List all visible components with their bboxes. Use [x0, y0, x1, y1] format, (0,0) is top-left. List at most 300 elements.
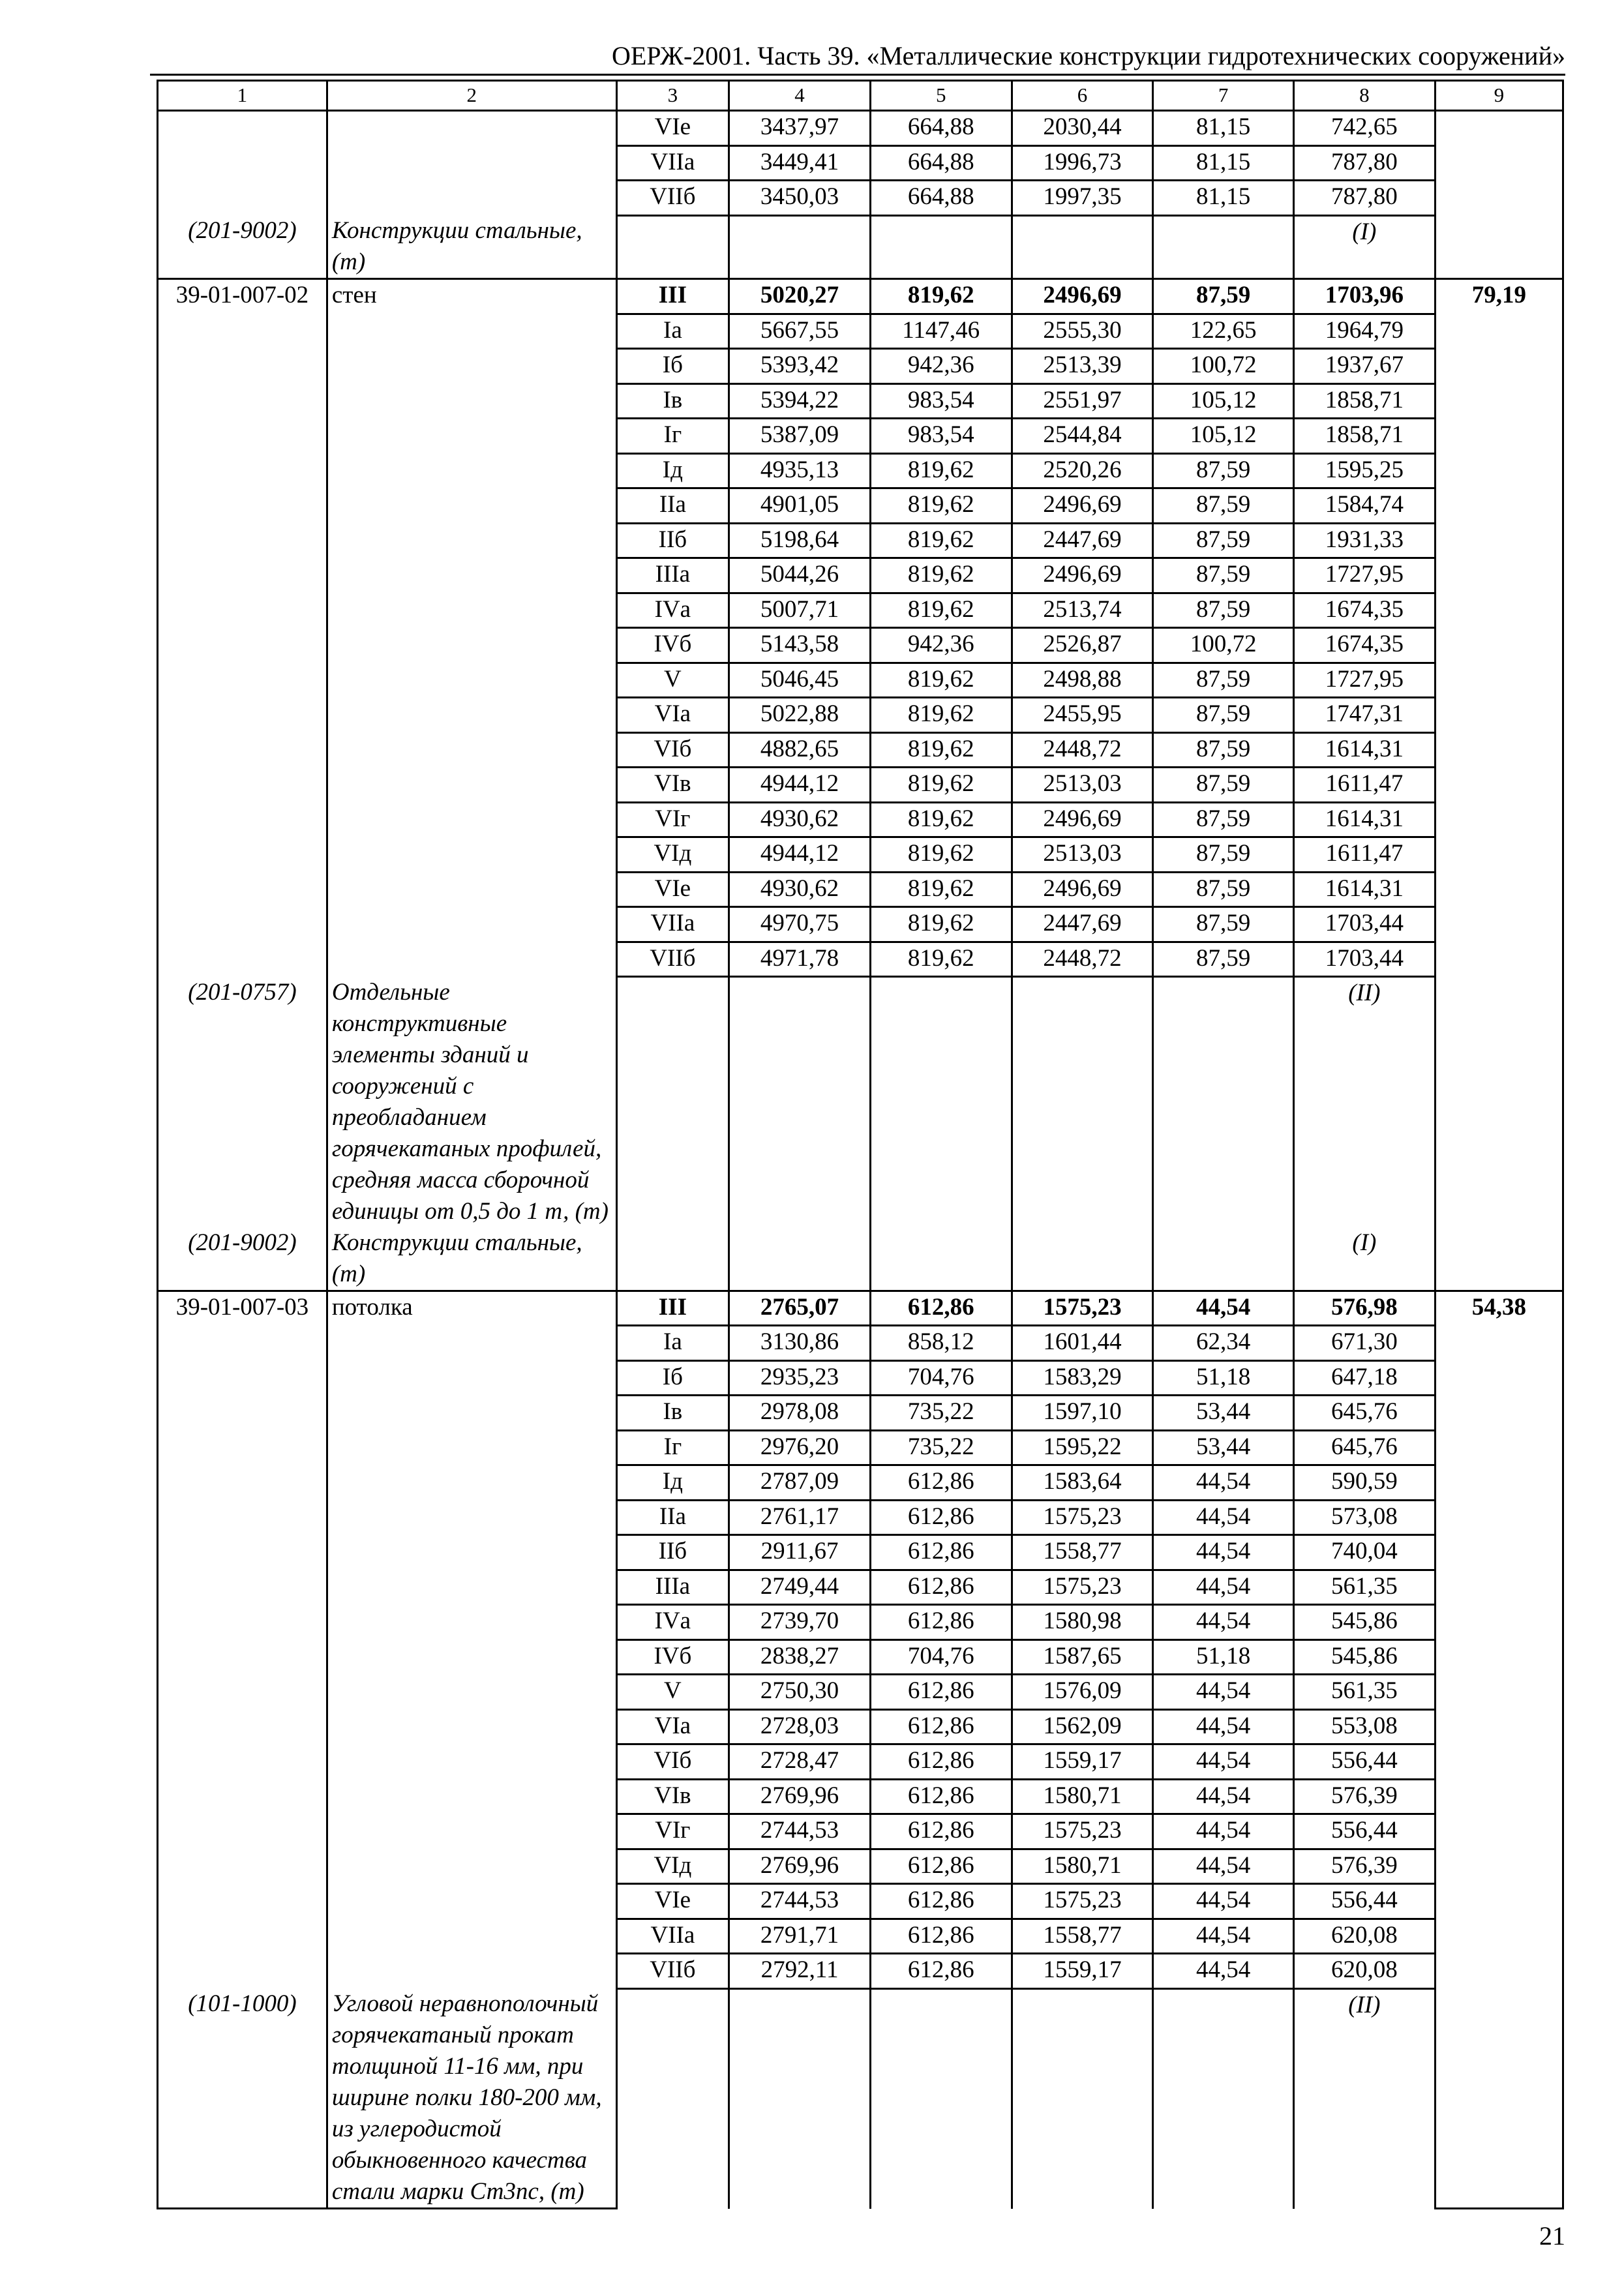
empty-cell	[1012, 1227, 1153, 1291]
materials-cell: 561,35	[1294, 1675, 1436, 1710]
rate-code: 39-01-007-03	[158, 1291, 327, 1326]
direct-costs-cell: 3130,86	[729, 1326, 871, 1361]
wages-cell: 664,88	[870, 145, 1012, 181]
labor-cost-cell	[1435, 1396, 1563, 1431]
labor-cost-cell	[1435, 1919, 1563, 1954]
direct-costs-cell: 2792,11	[729, 1954, 871, 1989]
wages-cell: 819,62	[870, 663, 1012, 698]
resource-note-row	[158, 977, 1563, 1227]
machines-cell: 1559,17	[1012, 1744, 1153, 1780]
machinist-wages-cell: 44,54	[1153, 1744, 1294, 1780]
wages-cell: 612,86	[870, 1500, 1012, 1535]
zone-cell: IIа	[616, 488, 729, 524]
materials-cell: 620,08	[1294, 1954, 1436, 1989]
empty-cell	[616, 977, 729, 1227]
rate-code	[158, 181, 327, 216]
machinist-wages-cell: 44,54	[1153, 1605, 1294, 1640]
rate-code	[158, 111, 327, 146]
resource-code: (201-9002)	[158, 215, 327, 279]
empty-cell	[1435, 1227, 1563, 1291]
column-number: 8	[1294, 81, 1436, 111]
work-name	[327, 1639, 616, 1675]
direct-costs-cell: 2935,23	[729, 1360, 871, 1396]
zone-cell: Iб	[616, 1360, 729, 1396]
wages-cell: 983,54	[870, 419, 1012, 454]
work-name	[327, 1465, 616, 1501]
direct-costs-cell: 3449,41	[729, 145, 871, 181]
zone-cell: Iб	[616, 349, 729, 384]
wages-cell: 819,62	[870, 802, 1012, 837]
zone-cell: IVа	[616, 593, 729, 628]
column-number: 4	[729, 81, 871, 111]
work-name	[327, 837, 616, 873]
rate-code	[158, 768, 327, 803]
rate-code	[158, 1709, 327, 1744]
direct-costs-cell: 4930,62	[729, 872, 871, 907]
labor-cost-cell	[1435, 768, 1563, 803]
wages-cell: 819,62	[870, 593, 1012, 628]
machinist-wages-cell: 44,54	[1153, 1291, 1294, 1326]
machinist-wages-cell: 44,54	[1153, 1919, 1294, 1954]
zone-cell: IVа	[616, 1605, 729, 1640]
rate-code	[158, 1605, 327, 1640]
machinist-wages-cell: 87,59	[1153, 942, 1294, 977]
labor-cost-cell	[1435, 1430, 1563, 1465]
machinist-wages-cell: 87,59	[1153, 872, 1294, 907]
rate-code	[158, 1570, 327, 1605]
machinist-wages-cell: 53,44	[1153, 1396, 1294, 1431]
zone-cell: VIб	[616, 1744, 729, 1780]
machines-cell: 1558,77	[1012, 1919, 1153, 1954]
rate-code	[158, 1954, 327, 1989]
table-row	[158, 1884, 1563, 1919]
empty-cell	[729, 1988, 871, 2209]
direct-costs-cell: 4944,12	[729, 837, 871, 873]
rate-code	[158, 1360, 327, 1396]
machines-cell: 2496,69	[1012, 279, 1153, 314]
wages-cell: 612,86	[870, 1849, 1012, 1884]
labor-cost-cell	[1435, 1849, 1563, 1884]
machinist-wages-cell: 100,72	[1153, 628, 1294, 663]
direct-costs-cell: 2838,27	[729, 1639, 871, 1675]
direct-costs-cell: 2765,07	[729, 1291, 871, 1326]
rate-code	[158, 558, 327, 593]
materials-cell: 645,76	[1294, 1430, 1436, 1465]
machines-cell: 2526,87	[1012, 628, 1153, 663]
machinist-wages-cell: 44,54	[1153, 1954, 1294, 1989]
direct-costs-cell: 4935,13	[729, 453, 871, 488]
machinist-wages-cell: 81,15	[1153, 181, 1294, 216]
wages-cell: 858,12	[870, 1326, 1012, 1361]
materials-cell: 1703,96	[1294, 279, 1436, 314]
zone-cell: VIIа	[616, 145, 729, 181]
materials-cell: 1674,35	[1294, 628, 1436, 663]
column-number: 2	[327, 81, 616, 111]
resource-ref: (II)	[1294, 1988, 1436, 2209]
materials-cell: 1931,33	[1294, 523, 1436, 558]
rate-code	[158, 1430, 327, 1465]
labor-cost-cell: 79,19	[1435, 279, 1563, 314]
direct-costs-cell: 2744,53	[729, 1814, 871, 1849]
rate-code	[158, 488, 327, 524]
header-rule	[150, 74, 1565, 76]
work-name	[327, 802, 616, 837]
wages-cell: 819,62	[870, 698, 1012, 733]
rate-code	[158, 1884, 327, 1919]
wages-cell: 819,62	[870, 488, 1012, 524]
wages-cell: 819,62	[870, 872, 1012, 907]
direct-costs-cell: 4971,78	[729, 942, 871, 977]
machinist-wages-cell: 44,54	[1153, 1884, 1294, 1919]
rate-code	[158, 1814, 327, 1849]
work-name: стен	[327, 279, 616, 314]
labor-cost-cell: 54,38	[1435, 1291, 1563, 1326]
direct-costs-cell: 2749,44	[729, 1570, 871, 1605]
work-name	[327, 1396, 616, 1431]
wages-cell: 612,86	[870, 1884, 1012, 1919]
machinist-wages-cell: 87,59	[1153, 802, 1294, 837]
rate-code	[158, 1500, 327, 1535]
materials-cell: 1611,47	[1294, 837, 1436, 873]
materials-cell: 1584,74	[1294, 488, 1436, 524]
rates-table	[157, 80, 1564, 2209]
resource-code: (101-1000)	[158, 1988, 327, 2209]
wages-cell: 664,88	[870, 111, 1012, 146]
zone-cell: Iв	[616, 1396, 729, 1431]
wages-cell: 612,86	[870, 1570, 1012, 1605]
rate-code	[158, 1779, 327, 1814]
zone-cell: V	[616, 663, 729, 698]
machinist-wages-cell: 44,54	[1153, 1779, 1294, 1814]
zone-cell: VIб	[616, 732, 729, 768]
wages-cell: 612,86	[870, 1465, 1012, 1501]
machinist-wages-cell: 44,54	[1153, 1709, 1294, 1744]
machines-cell: 1576,09	[1012, 1675, 1153, 1710]
zone-cell: VIг	[616, 1814, 729, 1849]
machines-cell: 1562,09	[1012, 1709, 1153, 1744]
table-row	[158, 768, 1563, 803]
machinist-wages-cell: 87,59	[1153, 732, 1294, 768]
materials-cell: 1614,31	[1294, 872, 1436, 907]
machinist-wages-cell: 87,59	[1153, 907, 1294, 942]
resource-note-row	[158, 1227, 1563, 1291]
machinist-wages-cell: 44,54	[1153, 1500, 1294, 1535]
work-name	[327, 181, 616, 216]
table-row	[158, 1954, 1563, 1989]
empty-cell	[1012, 1988, 1153, 2209]
table-row	[158, 732, 1563, 768]
resource-description-cell	[327, 215, 616, 279]
empty-cell	[729, 215, 871, 279]
table-row	[158, 488, 1563, 524]
direct-costs-cell: 2978,08	[729, 1396, 871, 1431]
direct-costs-cell: 2911,67	[729, 1535, 871, 1570]
direct-costs-cell: 2761,17	[729, 1500, 871, 1535]
direct-costs-cell: 2744,53	[729, 1884, 871, 1919]
direct-costs-cell: 5007,71	[729, 593, 871, 628]
column-number: 9	[1435, 81, 1563, 111]
machines-cell: 2513,03	[1012, 837, 1153, 873]
machinist-wages-cell: 87,59	[1153, 488, 1294, 524]
direct-costs-cell: 2728,03	[729, 1709, 871, 1744]
rate-code	[158, 1396, 327, 1431]
rate-code	[158, 523, 327, 558]
labor-cost-cell	[1435, 1605, 1563, 1640]
work-name	[327, 1744, 616, 1780]
machines-cell: 1580,71	[1012, 1779, 1153, 1814]
materials-cell: 576,39	[1294, 1849, 1436, 1884]
machinist-wages-cell: 105,12	[1153, 383, 1294, 419]
machines-cell: 2030,44	[1012, 111, 1153, 146]
resource-note-row	[158, 215, 1563, 279]
rate-code	[158, 383, 327, 419]
machinist-wages-cell: 62,34	[1153, 1326, 1294, 1361]
table-row	[158, 279, 1563, 314]
table-row	[158, 1396, 1563, 1431]
rate-code	[158, 663, 327, 698]
table-row	[158, 1326, 1563, 1361]
work-name	[327, 768, 616, 803]
wages-cell: 735,22	[870, 1396, 1012, 1431]
empty-cell	[870, 1988, 1012, 2209]
labor-cost-cell	[1435, 1535, 1563, 1570]
machines-cell: 1575,23	[1012, 1570, 1153, 1605]
zone-cell: VIв	[616, 1779, 729, 1814]
materials-cell: 1611,47	[1294, 768, 1436, 803]
table-row	[158, 1779, 1563, 1814]
table-row	[158, 837, 1563, 873]
wages-cell: 612,86	[870, 1675, 1012, 1710]
labor-cost-cell	[1435, 181, 1563, 216]
zone-cell: VIIб	[616, 1954, 729, 1989]
table-row	[158, 383, 1563, 419]
labor-cost-cell	[1435, 419, 1563, 454]
machinist-wages-cell: 87,59	[1153, 558, 1294, 593]
labor-cost-cell	[1435, 942, 1563, 977]
labor-cost-cell	[1435, 907, 1563, 942]
labor-cost-cell	[1435, 802, 1563, 837]
labor-cost-cell	[1435, 1814, 1563, 1849]
materials-cell: 1727,95	[1294, 663, 1436, 698]
work-name	[327, 907, 616, 942]
labor-cost-cell	[1435, 523, 1563, 558]
machinist-wages-cell: 44,54	[1153, 1675, 1294, 1710]
labor-cost-cell	[1435, 488, 1563, 524]
wages-cell: 704,76	[870, 1360, 1012, 1396]
materials-cell: 545,86	[1294, 1639, 1436, 1675]
table-row	[158, 1291, 1563, 1326]
work-name	[327, 1535, 616, 1570]
labor-cost-cell	[1435, 314, 1563, 349]
empty-cell	[1012, 977, 1153, 1227]
machines-cell: 2448,72	[1012, 942, 1153, 977]
materials-cell: 1727,95	[1294, 558, 1436, 593]
machines-cell: 2513,39	[1012, 349, 1153, 384]
direct-costs-cell: 4930,62	[729, 802, 871, 837]
zone-cell: VIIб	[616, 181, 729, 216]
materials-cell: 740,04	[1294, 1535, 1436, 1570]
materials-cell: 576,39	[1294, 1779, 1436, 1814]
materials-cell: 787,80	[1294, 181, 1436, 216]
zone-cell: VIд	[616, 837, 729, 873]
empty-cell	[729, 977, 871, 1227]
machinist-wages-cell: 100,72	[1153, 349, 1294, 384]
labor-cost-cell	[1435, 837, 1563, 873]
machines-cell: 1575,23	[1012, 1884, 1153, 1919]
empty-cell	[1435, 215, 1563, 279]
materials-cell: 1703,44	[1294, 907, 1436, 942]
work-name	[327, 111, 616, 146]
table-row	[158, 1535, 1563, 1570]
wages-cell: 612,86	[870, 1814, 1012, 1849]
direct-costs-cell: 2739,70	[729, 1605, 871, 1640]
rate-code	[158, 1639, 327, 1675]
zone-cell: Iв	[616, 383, 729, 419]
machines-cell: 2555,30	[1012, 314, 1153, 349]
labor-cost-cell	[1435, 1709, 1563, 1744]
work-name	[327, 1814, 616, 1849]
direct-costs-cell: 4901,05	[729, 488, 871, 524]
work-name	[327, 1360, 616, 1396]
table-row	[158, 1360, 1563, 1396]
materials-cell: 671,30	[1294, 1326, 1436, 1361]
rate-code	[158, 1675, 327, 1710]
work-name	[327, 1849, 616, 1884]
direct-costs-cell: 3437,97	[729, 111, 871, 146]
machines-cell: 1597,10	[1012, 1396, 1153, 1431]
empty-cell	[870, 1227, 1012, 1291]
labor-cost-cell	[1435, 628, 1563, 663]
labor-cost-cell	[1435, 1326, 1563, 1361]
materials-cell: 1937,67	[1294, 349, 1436, 384]
zone-cell: VIе	[616, 872, 729, 907]
empty-cell	[870, 977, 1012, 1227]
resource-ref: (II)	[1294, 977, 1436, 1227]
table-row	[158, 1500, 1563, 1535]
direct-costs-cell: 2769,96	[729, 1849, 871, 1884]
machines-cell: 1583,29	[1012, 1360, 1153, 1396]
machines-cell: 1595,22	[1012, 1430, 1153, 1465]
machinist-wages-cell: 44,54	[1153, 1849, 1294, 1884]
direct-costs-cell: 5022,88	[729, 698, 871, 733]
machinist-wages-cell: 87,59	[1153, 768, 1294, 803]
labor-cost-cell	[1435, 1570, 1563, 1605]
empty-cell	[1435, 977, 1563, 1227]
machines-cell: 1580,98	[1012, 1605, 1153, 1640]
empty-cell	[616, 215, 729, 279]
materials-cell: 620,08	[1294, 1919, 1436, 1954]
zone-cell: VIв	[616, 768, 729, 803]
zone-cell: III	[616, 279, 729, 314]
work-name	[327, 1954, 616, 1989]
zone-cell: IIа	[616, 1500, 729, 1535]
materials-cell: 561,35	[1294, 1570, 1436, 1605]
machines-cell: 2447,69	[1012, 523, 1153, 558]
labor-cost-cell	[1435, 1954, 1563, 1989]
rate-code	[158, 1919, 327, 1954]
machines-cell: 2455,95	[1012, 698, 1153, 733]
wages-cell: 819,62	[870, 942, 1012, 977]
machines-cell: 2496,69	[1012, 872, 1153, 907]
column-number-row	[158, 81, 1563, 111]
work-name	[327, 523, 616, 558]
machinist-wages-cell: 87,59	[1153, 593, 1294, 628]
resource-description: Конструкции стальные, (т)	[331, 1229, 582, 1287]
wages-cell: 819,62	[870, 453, 1012, 488]
wages-cell: 819,62	[870, 732, 1012, 768]
rate-code	[158, 349, 327, 384]
machines-cell: 2496,69	[1012, 802, 1153, 837]
zone-cell: VIа	[616, 1709, 729, 1744]
rate-code	[158, 802, 327, 837]
materials-cell: 1703,44	[1294, 942, 1436, 977]
wages-cell: 942,36	[870, 628, 1012, 663]
labor-cost-cell	[1435, 1675, 1563, 1710]
materials-cell: 647,18	[1294, 1360, 1436, 1396]
rate-code	[158, 1849, 327, 1884]
table-row	[158, 1639, 1563, 1675]
labor-cost-cell	[1435, 111, 1563, 146]
wages-cell: 612,86	[870, 1605, 1012, 1640]
labor-cost-cell	[1435, 453, 1563, 488]
machinist-wages-cell: 81,15	[1153, 111, 1294, 146]
zone-cell: VIIб	[616, 942, 729, 977]
work-name	[327, 453, 616, 488]
machinist-wages-cell: 87,59	[1153, 837, 1294, 873]
wages-cell: 819,62	[870, 907, 1012, 942]
work-name	[327, 1919, 616, 1954]
machinist-wages-cell: 81,15	[1153, 145, 1294, 181]
machines-cell: 2447,69	[1012, 907, 1153, 942]
machinist-wages-cell: 87,59	[1153, 663, 1294, 698]
machinist-wages-cell: 87,59	[1153, 698, 1294, 733]
table-row	[158, 1849, 1563, 1884]
direct-costs-cell: 5020,27	[729, 279, 871, 314]
resource-description-cell	[327, 1227, 616, 1291]
wages-cell: 612,86	[870, 1744, 1012, 1780]
wages-cell: 612,86	[870, 1291, 1012, 1326]
table-row	[158, 1675, 1563, 1710]
labor-cost-cell	[1435, 1744, 1563, 1780]
table-row	[158, 628, 1563, 663]
table-row	[158, 1570, 1563, 1605]
work-name	[327, 1570, 616, 1605]
direct-costs-cell: 2791,71	[729, 1919, 871, 1954]
empty-cell	[1012, 215, 1153, 279]
work-name	[327, 1709, 616, 1744]
machinist-wages-cell: 51,18	[1153, 1360, 1294, 1396]
labor-cost-cell	[1435, 383, 1563, 419]
zone-cell: VIд	[616, 1849, 729, 1884]
zone-cell: IIIа	[616, 1570, 729, 1605]
wages-cell: 612,86	[870, 1919, 1012, 1954]
labor-cost-cell	[1435, 1779, 1563, 1814]
column-number: 7	[1153, 81, 1294, 111]
table-row	[158, 349, 1563, 384]
machines-cell: 2498,88	[1012, 663, 1153, 698]
machines-cell: 2513,03	[1012, 768, 1153, 803]
zone-cell: Iа	[616, 1326, 729, 1361]
table-row	[158, 523, 1563, 558]
machines-cell: 1558,77	[1012, 1535, 1153, 1570]
resource-code: (201-0757)	[158, 977, 327, 1227]
machinist-wages-cell: 87,59	[1153, 453, 1294, 488]
work-name	[327, 145, 616, 181]
machinist-wages-cell: 44,54	[1153, 1465, 1294, 1501]
machines-cell: 1575,23	[1012, 1814, 1153, 1849]
rate-code	[158, 907, 327, 942]
machinist-wages-cell: 44,54	[1153, 1570, 1294, 1605]
